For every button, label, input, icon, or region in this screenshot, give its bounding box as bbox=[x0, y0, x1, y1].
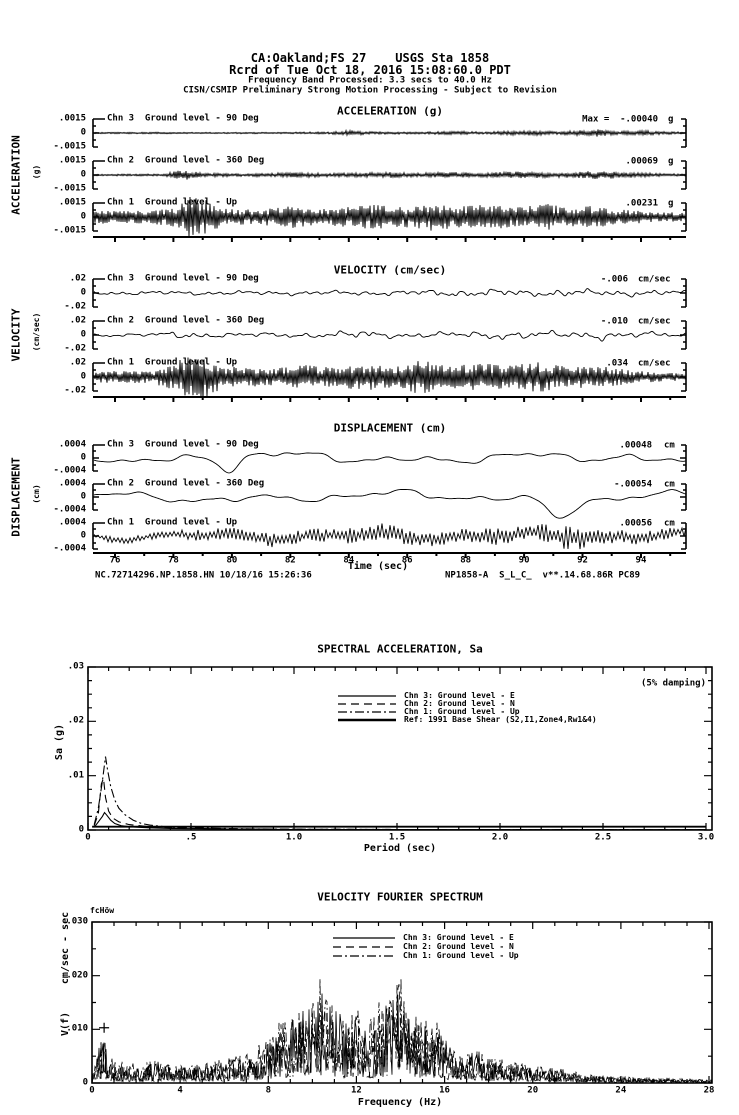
strip-ytick-label: -.0004 bbox=[53, 465, 86, 476]
sa-series bbox=[94, 778, 706, 829]
peak-unit-label: g bbox=[668, 156, 674, 167]
header-band-line: Frequency Band Processed: 3.3 secs to 40.0 Hz bbox=[248, 75, 492, 86]
time-tick-label: 76 bbox=[109, 555, 121, 566]
acceleration-axis-unit: (g) bbox=[32, 164, 41, 180]
time-tick-label: 94 bbox=[635, 555, 647, 566]
time-axis bbox=[93, 397, 686, 402]
legend-entry: Chn 1: Ground level - Up bbox=[404, 707, 520, 716]
displacement-axis-label: DISPLACEMENT bbox=[9, 457, 23, 537]
peak-unit-label: g bbox=[668, 198, 674, 209]
sa-xtick-label: 1.5 bbox=[388, 832, 406, 843]
legend-entry: Chn 2: Ground level - N bbox=[403, 942, 514, 951]
sa-ytick-label: .01 bbox=[67, 770, 84, 781]
legend-entry: Ref: 1991 Base Shear (S2,I1,Zone4,Rw1&4) bbox=[404, 715, 597, 724]
peak-value-label: .00231 bbox=[625, 198, 658, 209]
strip-ytick-label: 0 bbox=[80, 530, 86, 541]
peak-unit-label: cm/sec bbox=[638, 316, 671, 327]
fourier-xtick-label: 8 bbox=[265, 1085, 271, 1096]
fourier-axis-unit: cm/sec - sec bbox=[60, 911, 71, 985]
legend-entry: Chn 2: Ground level - N bbox=[404, 699, 515, 708]
fourier-ytick-label: .010 bbox=[66, 1023, 88, 1034]
fourier-xtick-label: 24 bbox=[615, 1085, 627, 1096]
strip-ytick-label: -.02 bbox=[64, 385, 86, 396]
strip-ytick-label: .0004 bbox=[58, 517, 86, 528]
velocity-title: VELOCITY (cm/sec) bbox=[333, 263, 447, 277]
damping-annotation: (5% damping) bbox=[640, 678, 706, 689]
sa-xtick-label: 1.0 bbox=[285, 832, 303, 843]
peak-value-label: .00069 bbox=[625, 156, 658, 167]
strip-ytick-label: .02 bbox=[69, 315, 86, 326]
strip-ytick-label: -.0015 bbox=[53, 183, 86, 194]
peak-unit-label: cm/sec bbox=[638, 274, 671, 285]
time-tick-label: 82 bbox=[284, 555, 296, 566]
sa-title: SPECTRAL ACCELERATION, Sa bbox=[317, 642, 483, 656]
sa-xtick-label: .5 bbox=[185, 832, 197, 843]
legend-entry: Chn 3: Ground level - E bbox=[404, 691, 515, 700]
strip-ytick-label: -.02 bbox=[64, 343, 86, 354]
time-tick-label: 88 bbox=[460, 555, 472, 566]
waveform-trace bbox=[94, 330, 686, 341]
waveform-trace bbox=[94, 453, 686, 473]
fc-peak-marker bbox=[99, 1023, 109, 1033]
channel-label: Chn 3 Ground level - 90 Deg bbox=[107, 273, 259, 284]
displacement-title: DISPLACEMENT (cm) bbox=[333, 421, 447, 435]
channel-label: Chn 1 Ground level - Up bbox=[107, 197, 238, 208]
waveform-trace bbox=[94, 289, 686, 297]
frame-ticks bbox=[88, 667, 712, 830]
frequency-axis-label: Frequency (Hz) bbox=[357, 1097, 443, 1108]
period-axis-label: Period (sec) bbox=[363, 843, 437, 854]
strip-ytick-label: 0 bbox=[80, 127, 86, 138]
strip-ytick-label: 0 bbox=[80, 169, 86, 180]
header-disclaimer: CISN/CSMIP Preliminary Strong Motion Processing - Subject to Revision bbox=[183, 85, 557, 96]
sa-xtick-label: 0 bbox=[85, 832, 91, 843]
sa-xtick-label: 3.0 bbox=[697, 832, 715, 843]
fourier-xtick-label: 4 bbox=[177, 1085, 183, 1096]
header-record-line: Rcrd of Tue Oct 18, 2016 15:08:60.0 PDT bbox=[229, 63, 511, 77]
fourier-xtick-label: 16 bbox=[439, 1085, 450, 1096]
waveform-trace bbox=[94, 171, 686, 180]
peak-unit-label: cm bbox=[664, 440, 675, 451]
peak-value-label: -.006 bbox=[600, 274, 628, 285]
time-tick-label: 86 bbox=[401, 555, 413, 566]
fourier-axis-label: V(f) bbox=[60, 1011, 71, 1037]
fourier-ytick-label: .020 bbox=[66, 970, 88, 981]
fourier-xtick-label: 28 bbox=[703, 1085, 715, 1096]
time-tick-label: 80 bbox=[226, 555, 238, 566]
strip-ytick-label: .02 bbox=[69, 273, 86, 284]
velocity-axis-label: VELOCITY bbox=[9, 308, 23, 362]
acceleration-title: ACCELERATION (g) bbox=[337, 104, 443, 118]
sa-ytick-label: .03 bbox=[67, 661, 84, 672]
fourier-xtick-label: 20 bbox=[527, 1085, 539, 1096]
time-tick-label: 92 bbox=[577, 555, 588, 566]
channel-label: Chn 2 Ground level - 360 Deg bbox=[107, 478, 265, 489]
strip-ytick-label: 0 bbox=[80, 211, 86, 222]
time-axis-label: Time (sec) bbox=[347, 561, 409, 572]
sa-ytick-label: .02 bbox=[67, 715, 84, 726]
channel-label: Chn 3 Ground level - 90 Deg bbox=[107, 113, 259, 124]
strip-ytick-label: 0 bbox=[80, 452, 86, 463]
strip-ytick-label: 0 bbox=[80, 371, 86, 382]
strip-ytick-label: .0015 bbox=[58, 155, 86, 166]
channel-label: Chn 1 Ground level - Up bbox=[107, 517, 238, 528]
channel-label: Chn 3 Ground level - 90 Deg bbox=[107, 439, 259, 450]
strip-ytick-label: -.0004 bbox=[53, 504, 86, 515]
fc-corner-label: fcHöw bbox=[90, 906, 115, 915]
waveform-trace bbox=[94, 129, 686, 136]
processing-footnote: NP1858-A S_L_C_ v**.14.68.86R PC89 bbox=[445, 570, 641, 581]
peak-value-label: -.00054 bbox=[614, 479, 652, 490]
peak-value-label: Max = -.00040 bbox=[582, 114, 658, 125]
fourier-ytick-label: .030 bbox=[66, 916, 88, 927]
strip-ytick-label: -.0015 bbox=[53, 141, 86, 152]
strip-ytick-label: .0004 bbox=[58, 439, 86, 450]
strip-ytick-label: 0 bbox=[80, 287, 86, 298]
legend-entry: Chn 3: Ground level - E bbox=[403, 933, 514, 942]
time-tick-label: 84 bbox=[343, 555, 355, 566]
peak-unit-label: cm/sec bbox=[638, 358, 671, 369]
time-axis bbox=[93, 553, 686, 558]
channel-label: Chn 1 Ground level - Up bbox=[107, 357, 238, 368]
peak-unit-label: cm bbox=[664, 518, 675, 529]
strip-ytick-label: .0004 bbox=[58, 478, 86, 489]
channel-label: Chn 2 Ground level - 360 Deg bbox=[107, 155, 265, 166]
strip-ytick-label: .0015 bbox=[58, 197, 86, 208]
fourier-xtick-label: 0 bbox=[89, 1085, 95, 1096]
sa-series bbox=[94, 757, 706, 830]
waveform-trace bbox=[94, 490, 686, 519]
strip-ytick-label: 0 bbox=[80, 491, 86, 502]
legend-entry: Chn 1: Ground level - Up bbox=[403, 951, 519, 960]
fourier-ytick-label: 0 bbox=[82, 1077, 88, 1088]
strip-ytick-label: .0015 bbox=[58, 113, 86, 124]
channel-label: Chn 2 Ground level - 360 Deg bbox=[107, 315, 265, 326]
plot-frame bbox=[88, 667, 712, 830]
fourier-xtick-label: 12 bbox=[351, 1085, 362, 1096]
strip-ytick-label: -.0004 bbox=[53, 543, 86, 554]
acceleration-axis-label: ACCELERATION bbox=[9, 135, 23, 215]
displacement-axis-unit: (cm) bbox=[32, 484, 41, 504]
peak-unit-label: g bbox=[668, 114, 674, 125]
time-axis bbox=[93, 237, 686, 242]
header-station-line: CA:Oakland;FS 27 USGS Sta 1858 bbox=[250, 51, 490, 65]
peak-value-label: .00048 bbox=[619, 440, 652, 451]
sa-xtick-label: 2.0 bbox=[491, 832, 509, 843]
record-id-footnote: NC.72714296.NP.1858.HN 10/18/16 15:26:36 bbox=[95, 570, 312, 581]
sa-axis-label: Sa (g) bbox=[54, 723, 65, 761]
strip-ytick-label: .02 bbox=[69, 357, 86, 368]
sa-ytick-label: 0 bbox=[78, 824, 84, 835]
velocity-axis-unit: (cm/sec) bbox=[32, 312, 41, 352]
strip-ytick-label: 0 bbox=[80, 329, 86, 340]
fourier-title: VELOCITY FOURIER SPECTRUM bbox=[317, 890, 483, 904]
strip-ytick-label: -.0015 bbox=[53, 225, 86, 236]
time-tick-label: 78 bbox=[168, 555, 179, 566]
sa-xtick-label: 2.5 bbox=[594, 832, 612, 843]
strip-ytick-label: -.02 bbox=[64, 301, 86, 312]
time-tick-label: 90 bbox=[518, 555, 530, 566]
peak-value-label: .034 bbox=[606, 358, 628, 369]
peak-value-label: -.010 bbox=[600, 316, 628, 327]
peak-value-label: .00056 bbox=[619, 518, 652, 529]
peak-unit-label: cm bbox=[664, 479, 675, 490]
